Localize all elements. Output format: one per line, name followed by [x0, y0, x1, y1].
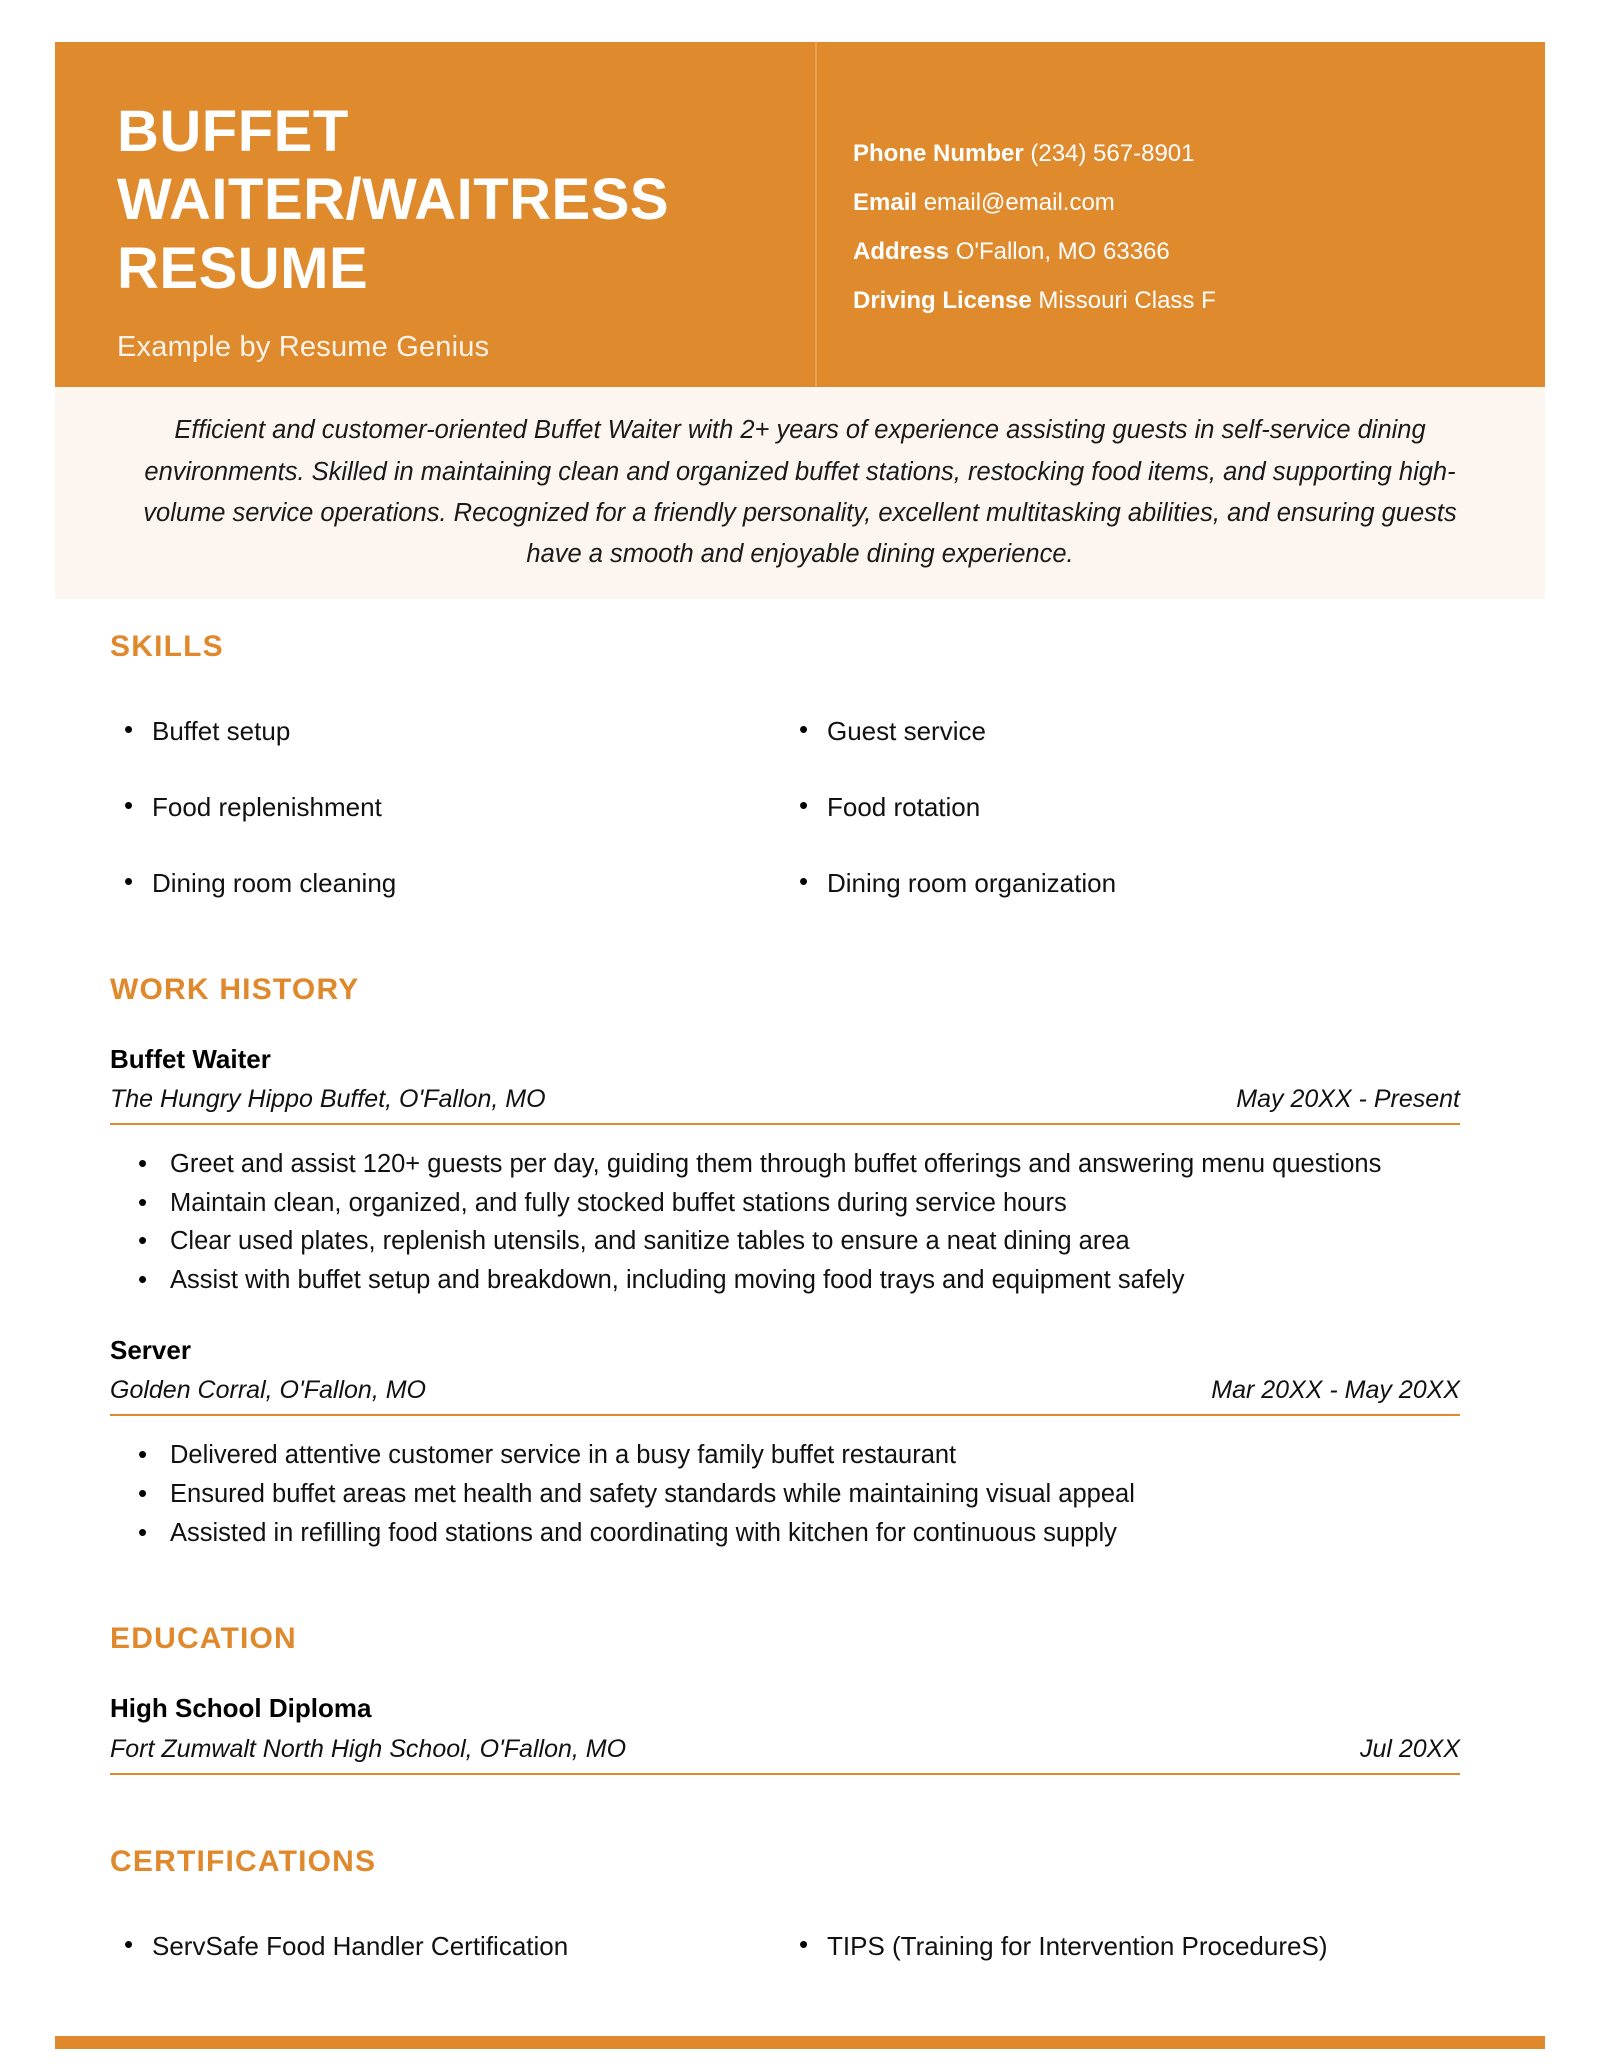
skills-column-right [785, 716, 1460, 900]
contact-address [853, 240, 1545, 264]
work-entry-role: Buffet Waiter [110, 1043, 271, 1074]
skills-heading: SKILLS [110, 630, 224, 663]
list-item: • Food replenishment [110, 792, 785, 823]
list-item: • Greet and assist 120+ guests per day, guiding them through buffet offerings and answering menu questions [110, 1147, 1460, 1182]
resume-header [55, 42, 1545, 387]
contact-phone-label: Phone Number [853, 140, 1024, 167]
contact-phone [853, 142, 1545, 166]
header-title-block [55, 42, 815, 387]
certifications-column-right [785, 1931, 1460, 1962]
skills-section [110, 630, 1460, 900]
contact-license-value: Missouri Class F [1038, 287, 1216, 314]
contact-license [853, 289, 1545, 313]
contact-address-value: O'Fallon, MO 63366 [955, 238, 1170, 265]
education-section [110, 1622, 1460, 1775]
work-entry-dates: Mar 20XX - May 20XX [1211, 1376, 1460, 1405]
summary-block [55, 387, 1545, 599]
work-entry-meta [110, 1376, 1460, 1416]
education-degree: High School Diploma [110, 1693, 372, 1724]
list-item: • Guest service [785, 716, 1460, 747]
list-item: • Clear used plates, replenish utensils, and sanitize tables to ensure a neat dining area [110, 1224, 1460, 1259]
contact-address-label: Address [853, 238, 950, 265]
contact-block [815, 42, 1545, 387]
list-item: • Ensured buffet areas met health and safety standards while maintaining visual appeal [110, 1477, 1460, 1512]
resume-body [110, 630, 1460, 1962]
work-entry-bullets [110, 1438, 1460, 1550]
contact-email-value: email@email.com [923, 189, 1115, 216]
list-item: • ServSafe Food Handler Certification [110, 1931, 785, 1962]
summary-text: Efficient and customer-oriented Buffet Waiter with 2+ years of experience assisting guests in self-service dining environments. Skilled in maintaining clean and organized buffet stations, restocking food items, and supporting high-volume service operations. Recognized for a friendly personality, excellent multitasking abilities, and ensuring guests have a smooth and enjoyable dining experience. [143, 416, 1457, 569]
list-item: • TIPS (Training for Intervention ProcedureS) [785, 1931, 1460, 1962]
work-entry-company: Golden Corral, O'Fallon, MO [110, 1376, 426, 1405]
work-entry [110, 1043, 1460, 1298]
contact-license-label: Driving License [853, 287, 1032, 314]
work-entry-bullets [110, 1147, 1460, 1298]
education-dates: Jul 20XX [1359, 1734, 1460, 1763]
work-entry [110, 1334, 1460, 1551]
education-meta [110, 1735, 1460, 1775]
list-item: • Assist with buffet setup and breakdown, including moving food trays and equipment safely [110, 1263, 1460, 1298]
list-item: • Delivered attentive customer service in a busy family buffet restaurant [110, 1438, 1460, 1473]
contact-email-label: Email [853, 189, 918, 216]
list-item: • Dining room cleaning [110, 868, 785, 899]
education-heading: EDUCATION [110, 1622, 297, 1656]
work-history-section [110, 973, 1460, 1551]
footer-accent-bar [55, 2036, 1545, 2049]
certifications-grid [110, 1931, 1460, 1962]
contact-email [853, 191, 1545, 215]
skills-grid [110, 716, 1460, 900]
list-item: • Assisted in refilling food stations and coordinating with kitchen for continuous supply [110, 1516, 1460, 1551]
certifications-heading: CERTIFICATIONS [110, 1844, 377, 1878]
education-entry [110, 1692, 1460, 1775]
certifications-column-left [110, 1931, 785, 1962]
work-entry-meta [110, 1085, 1460, 1125]
education-school: Fort Zumwalt North High School, O'Fallon, MO [110, 1734, 627, 1763]
list-item: • Maintain clean, organized, and fully stocked buffet stations during service hours [110, 1186, 1460, 1221]
page-title: BUFFET WAITER/WAITRESS RESUME [117, 99, 670, 301]
list-item: • Dining room organization [785, 868, 1460, 899]
skills-column-left [110, 716, 785, 900]
certifications-section [110, 1845, 1460, 1962]
list-item: • Food rotation [785, 792, 1460, 823]
work-entry-dates: May 20XX - Present [1236, 1085, 1460, 1114]
contact-phone-value: (234) 567-8901 [1030, 140, 1195, 167]
work-entry-company: The Hungry Hippo Buffet, O'Fallon, MO [110, 1085, 546, 1114]
work-history-heading: WORK HISTORY [110, 972, 360, 1006]
work-entry-role: Server [110, 1334, 191, 1365]
byline: Example by Resume Genius [117, 331, 490, 364]
list-item: • Buffet setup [110, 716, 785, 747]
